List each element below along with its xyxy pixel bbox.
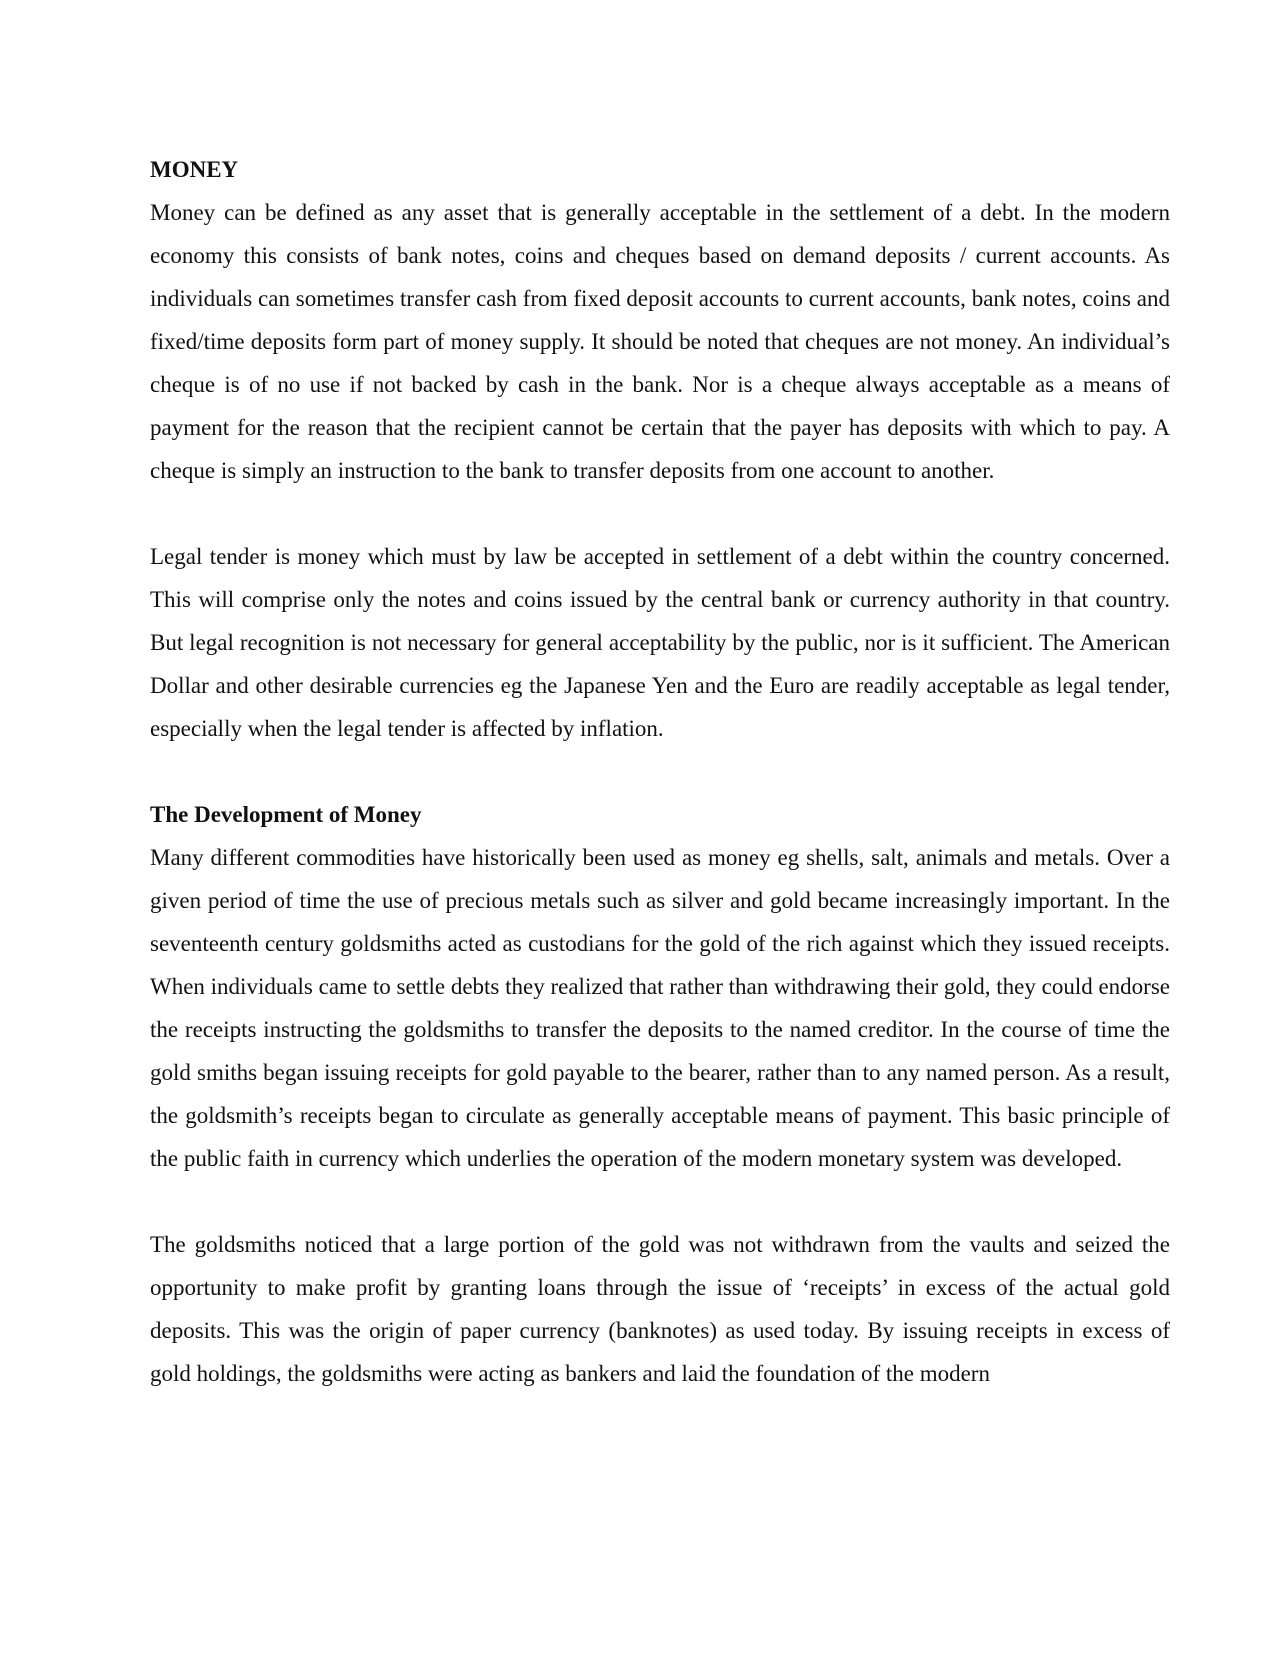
paragraph-development-history: Many different commodities have historically been used as money eg shells, salt, animals and metals. Over a given period of time the use of precious metals such as silver and gold became increasingly important. In the seventeenth century goldsmiths acted as custodians for the gold of the rich against which they issued receipts. When individuals came to settle debts they realized that rather than withdrawing their gold, they could endorse the receipts instructing the goldsmiths to transfer the deposits to the named creditor. In the course of time the gold smiths began issuing receipts for gold payable to the bearer, rather than to any named person. As a result, the goldsmith’s receipts began to circulate as generally acceptable means of payment. This basic principle of the public faith in currency which underlies the operation of the modern monetary system was developed. (150, 845, 1170, 1171)
paragraph-spacer (150, 750, 1170, 793)
paragraph-spacer (150, 492, 1170, 535)
heading-money: MONEY (150, 157, 239, 182)
paragraph-goldsmiths: The goldsmiths noticed that a large portion of the gold was not withdrawn from the vaults and seized the opportunity to make profit by granting loans through the issue of ‘receipts’ in excess of the actual gold deposits. This was the origin of paper currency (banknotes) as used today. By issuing receipts in excess of gold holdings, the goldsmiths were acting as bankers and laid the foundation of the modern (150, 1232, 1170, 1386)
paragraph-spacer (150, 1180, 1170, 1223)
paragraph-money-definition: Money can be defined as any asset that is generally acceptable in the settlement of a debt. In the modern economy this consists of bank notes, coins and cheques based on demand deposits / current accounts. As individuals can sometimes transfer cash from fixed deposit accounts to current accounts, bank notes, coins and fixed/time deposits form part of money supply. It should be noted that cheques are not money. An individual’s cheque is of no use if not backed by cash in the bank. Nor is a cheque always acceptable as a means of payment for the reason that the recipient cannot be certain that the payer has deposits with which to pay. A cheque is simply an instruction to the bank to transfer deposits from one account to another. (150, 200, 1170, 483)
heading-development-of-money: The Development of Money (150, 802, 422, 827)
paragraph-legal-tender: Legal tender is money which must by law be accepted in settlement of a debt within the country concerned. This will comprise only the notes and coins issued by the central bank or currency authority in that country. But legal recognition is not necessary for general acceptability by the public, nor is it sufficient. The American Dollar and other desirable currencies eg the Japanese Yen and the Euro are readily acceptable as legal tender, especially when the legal tender is affected by inflation. (150, 544, 1170, 741)
document-page (150, 148, 1170, 1395)
